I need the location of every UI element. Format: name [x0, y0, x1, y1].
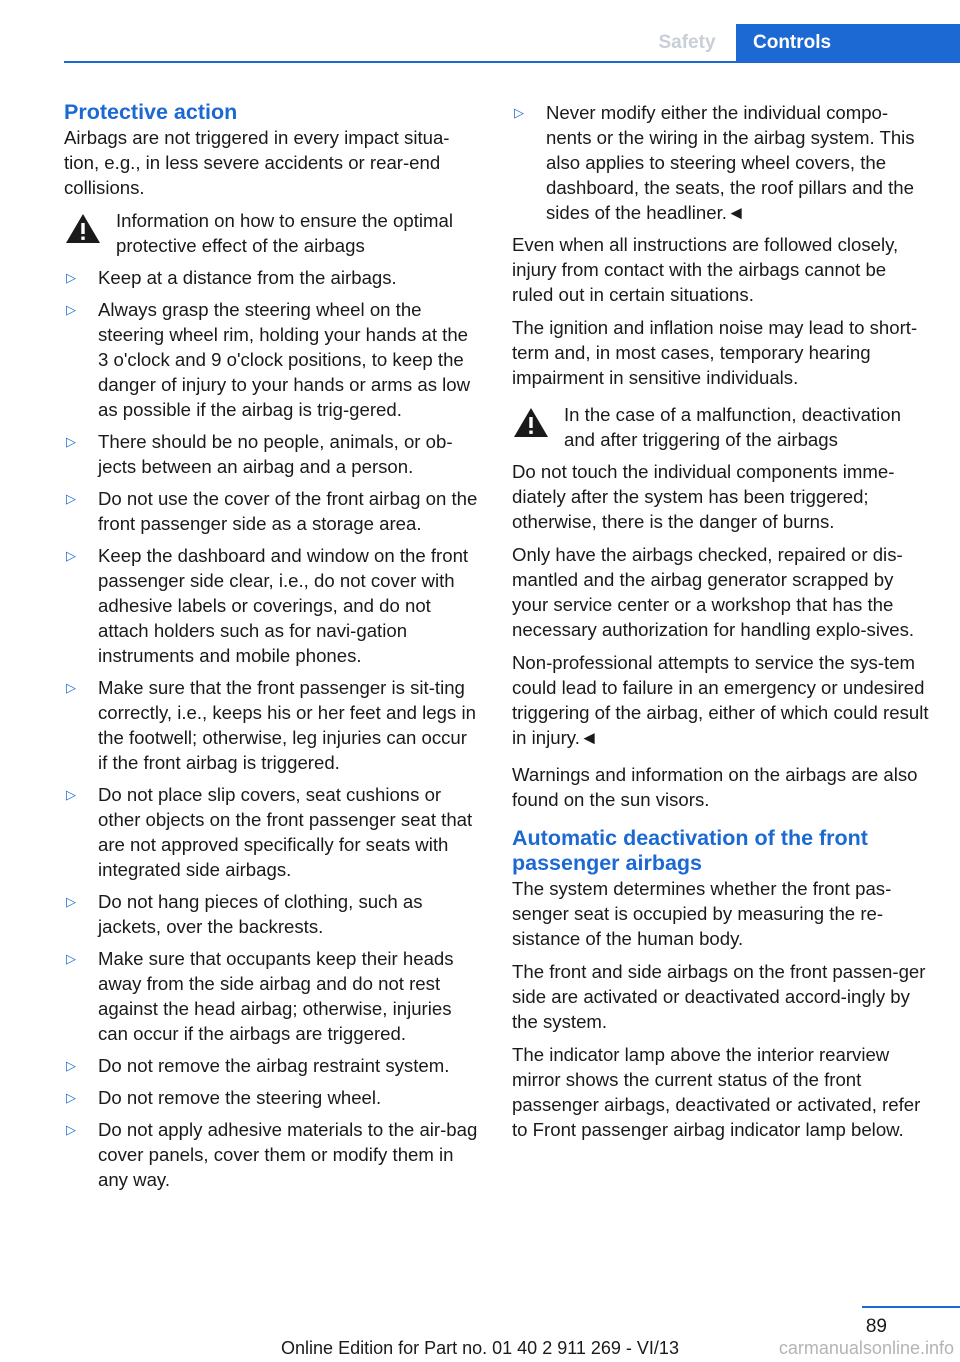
footer-rule — [862, 1306, 960, 1308]
list-item: ▷ Do not remove the steering wheel. — [66, 1087, 382, 1108]
list-item: ▷ Do not hang pieces of clothing, such as jackets, over the backrests. — [66, 891, 423, 937]
header-rule — [64, 61, 960, 63]
list-item: ▷ Never modify either the individual compo-nents or the wiring in the airbag system. This also applies to steering wheel covers, the dashboard, the seats, the roof pillars and the sides of the headliner.◄ — [514, 102, 915, 223]
bullet-arrow-icon: ▷ — [66, 302, 76, 317]
list-item: ▷ Always grasp the steering wheel on the steering wheel rim, holding your hands at the 3 o'clock and 9 o'clock positions, to keep the danger of injury to your hands or arms as low as possible if the airbag is trig-gered. — [66, 299, 471, 420]
left-column — [64, 100, 480, 1199]
bullet-arrow-icon: ▷ — [66, 491, 76, 506]
section-tab-safety: Safety — [658, 32, 716, 53]
warning-triangle-icon — [512, 406, 550, 439]
body-paragraph: Warnings and information on the airbags are also found on the sun visors. — [512, 764, 918, 810]
bullet-arrow-icon: ▷ — [66, 434, 76, 449]
warning-text: Information on how to ensure the optimal protective effect of the airbags — [116, 210, 453, 256]
body-paragraph: The indicator lamp above the interior rearview mirror shows the current status of the front passenger airbags, deactivated or activated, refer to Front passenger airbag indicator lamp below. — [512, 1044, 921, 1140]
watermark: carmanualsonline.info — [778, 1338, 954, 1358]
page-header — [638, 24, 960, 62]
list-item: ▷ Make sure that occupants keep their heads away from the side airbag and do not rest against the head airbag; otherwise, injuries can occur if the airbags are triggered. — [66, 948, 454, 1044]
bullet-arrow-icon: ▷ — [66, 894, 76, 909]
right-column — [512, 100, 930, 1150]
body-paragraph: The ignition and inflation noise may lead to short-term and, in most cases, temporary hearing impairment in sensitive individuals. — [512, 317, 918, 388]
bullet-arrow-icon: ▷ — [514, 105, 524, 120]
bullet-arrow-icon: ▷ — [66, 951, 76, 966]
list-item: ▷ Do not place slip covers, seat cushions or other objects on the front passenger seat that are not approved specifically for seats with integrated side airbags. — [66, 784, 473, 880]
warning-text: In the case of a malfunction, deactivation and after triggering of the airbags — [564, 404, 901, 450]
bullet-arrow-icon: ▷ — [66, 787, 76, 802]
list-item: ▷ Make sure that the front passenger is sit-ting correctly, i.e., keeps his or her feet and legs in the footwell; otherwise, leg injuries can occur if the front airbag is triggered. — [66, 677, 476, 773]
list-item: ▷ Do not use the cover of the front airbag on the front passenger side as a storage area. — [66, 488, 478, 534]
intro-paragraph: Airbags are not triggered in every impact situa-tion, e.g., in less severe accidents or rear-end collisions. — [64, 127, 450, 198]
body-paragraph: The front and side airbags on the front passen-ger side are activated or deactivated accord-ingly by the system. — [512, 961, 926, 1032]
body-paragraph: Even when all instructions are followed closely, injury from contact with the airbags cannot be ruled out in certain situations. — [512, 234, 899, 305]
body-paragraph: Only have the airbags checked, repaired or dis-mantled and the airbag generator scrapped by your service center or a workshop that has the necessary authorization for handling explo-sives. — [512, 544, 915, 640]
section-heading-protective-action: Protective action — [64, 100, 238, 124]
bullet-arrow-icon: ▷ — [66, 1090, 76, 1105]
section-heading-automatic-deactivation: Automatic deactivation of the front passenger airbags — [512, 826, 868, 875]
body-paragraph: The system determines whether the front pas-senger seat is occupied by measuring the re-sistance of the human body. — [512, 878, 892, 949]
list-item: ▷ Keep the dashboard and window on the front passenger side clear, i.e., do not cover with adhesive labels or coverings, and do not attach holders such as for navi-gation instruments and mobile phones. — [66, 545, 469, 666]
edition-line: Online Edition for Part no. 01 40 2 911 269 - VI/13 — [281, 1338, 679, 1358]
bullet-arrow-icon: ▷ — [66, 1058, 76, 1073]
bullet-arrow-icon: ▷ — [66, 548, 76, 563]
page-number: 89 — [865, 1316, 887, 1337]
warning-triangle-icon — [64, 212, 102, 245]
bullet-arrow-icon: ▷ — [66, 1122, 76, 1137]
list-item: ▷ There should be no people, animals, or ob-jects between an airbag and a person. — [66, 431, 453, 477]
list-item: ▷ Do not remove the airbag restraint system. — [66, 1055, 450, 1076]
body-paragraph: Do not touch the individual components imme-diately after the system has been triggered; otherwise, there is the danger of burns. — [512, 461, 895, 532]
warning-notice — [64, 208, 480, 258]
list-item: ▷ Do not apply adhesive materials to the air-bag cover panels, cover them or modify them in any way. — [66, 1119, 478, 1190]
safety-instruction-list — [64, 265, 480, 1192]
bullet-arrow-icon: ▷ — [66, 270, 76, 285]
warning-notice — [512, 402, 930, 452]
body-paragraph: Non-professional attempts to service the sys-tem could lead to failure in an emergency or undesired triggering of the airbag, either of which could result in injury.◄ — [512, 652, 929, 748]
continued-instruction-list — [512, 100, 930, 225]
chapter-tab-controls: Controls — [736, 24, 960, 62]
bullet-arrow-icon: ▷ — [66, 680, 76, 695]
list-item: ▷ Keep at a distance from the airbags. — [66, 267, 397, 288]
